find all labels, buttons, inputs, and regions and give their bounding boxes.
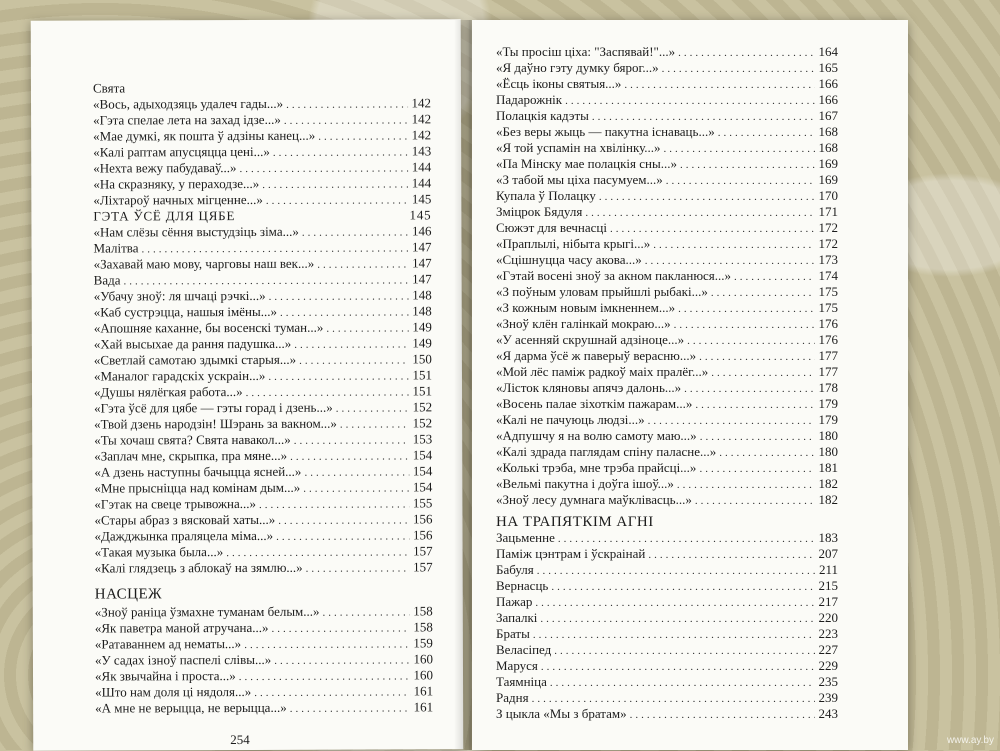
dot-leader: [535, 595, 815, 611]
entry-title: «Ратаваннем ад нематы...»: [95, 636, 241, 653]
entry-title: «Светлай самотаю здымкі старыя...»: [94, 352, 296, 369]
entry-page-number: 235: [818, 674, 838, 690]
dot-leader: [711, 365, 815, 381]
entry-title: Браты: [496, 626, 530, 642]
entry-page-number: 166: [818, 76, 838, 92]
entry-page-number: 169: [818, 172, 838, 188]
entry-title: «Гэта спелае лета на захад ідзе...»: [93, 112, 281, 129]
entry-title: «Ты хочаш свята? Свята навакол...»: [94, 432, 291, 449]
entry-title: Зміцрок Бядуля: [496, 204, 582, 220]
entry-title: Радня: [496, 690, 529, 706]
toc-entry: [496, 220, 838, 237]
entry-page-number: 148: [412, 287, 432, 303]
dot-leader: [303, 480, 409, 496]
toc-entry: [496, 364, 838, 381]
entry-title: Падарожнік: [496, 92, 562, 108]
entry-page-number: 171: [818, 204, 838, 220]
dot-leader: [271, 620, 409, 636]
entry-title: «Захавай маю мову, чарговы наш век...»: [94, 256, 315, 273]
entry-title: «Зноў клён галінкай мокраю...»: [496, 316, 671, 332]
entry-page-number: 170: [818, 188, 838, 204]
entry-title: «А дзень наступны бачыцца ясней...»: [94, 464, 301, 481]
entry-title: «Калі раптам апусцяцца цені...»: [93, 144, 270, 161]
dot-leader: [550, 675, 815, 691]
entry-page-number: 146: [411, 223, 431, 239]
entry-page-number: 147: [411, 239, 431, 255]
entry-page-number: 176: [818, 332, 838, 348]
dot-leader: [269, 288, 409, 304]
entry-page-number: 168: [818, 124, 838, 140]
entry-page-number: 145: [411, 191, 431, 207]
dot-leader: [687, 333, 815, 349]
entry-page-number: 182: [818, 492, 838, 508]
entry-page-number: 207: [818, 546, 838, 562]
entry-title: «Што нам доля ці нядоля...»: [95, 684, 251, 701]
entry-page-number: 156: [412, 527, 432, 543]
entry-page-number: 159: [413, 635, 433, 651]
dot-leader: [274, 652, 410, 668]
dot-leader: [678, 301, 815, 317]
dot-leader: [699, 349, 815, 365]
toc-entry: [95, 559, 433, 577]
toc-entry: [496, 690, 838, 707]
entry-title: «У асенняй скрушнай адзіноце...»: [496, 332, 684, 348]
entry-title: Таямніца: [496, 674, 547, 690]
entry-page-number: 211: [818, 562, 838, 578]
entry-title: «Мне прысніцца над комінам дым...»: [94, 480, 300, 497]
entry-page-number: 156: [412, 511, 432, 527]
dot-leader: [128, 91, 408, 92]
entry-page-number: 148: [412, 303, 432, 319]
entry-page-number: 172: [818, 236, 838, 252]
entry-title: Паміж цэнтрам і ўскраінай: [496, 546, 645, 562]
dot-leader: [284, 112, 408, 128]
entry-title: «Як паветра маной атручана...»: [95, 620, 269, 637]
left-contents-list: [31, 19, 461, 21]
entry-page-number: 144: [411, 159, 431, 175]
entry-page-number: 147: [412, 255, 432, 271]
entry-title: Пажар: [496, 594, 532, 610]
entry-page-number: 215: [818, 578, 838, 594]
entry-page-number: 160: [413, 651, 433, 667]
entry-title: «Я дарма ўсё ж паверыў верасню...»: [496, 348, 696, 364]
entry-page-number: 183: [818, 530, 838, 546]
entry-page-number: 179: [818, 412, 838, 428]
entry-page-number: 147: [412, 271, 432, 287]
toc-entry: [496, 92, 838, 109]
dot-leader: [294, 432, 410, 448]
entry-page-number: 229: [818, 658, 838, 674]
entry-title: «Ёсць іконы святыя...»: [496, 76, 621, 92]
dot-leader: [540, 611, 815, 627]
toc-entry: [496, 300, 838, 317]
dot-leader: [592, 109, 815, 125]
page-number: 254: [230, 732, 250, 748]
toc-entry: [496, 268, 838, 285]
entry-page-number: 176: [818, 316, 838, 332]
toc-entry: [496, 156, 838, 173]
dot-leader: [262, 176, 408, 193]
entry-title: «Ты просіш ціха: "Заспявай!"...»: [496, 44, 675, 60]
entry-page-number: 142: [411, 111, 431, 127]
entry-title: З цыкла «Мы з братам»: [496, 706, 627, 722]
entry-page-number: 178: [818, 380, 838, 396]
entry-page-number: 161: [413, 699, 433, 715]
dot-leader: [537, 563, 815, 579]
dot-leader: [541, 659, 815, 675]
entry-title: «Убачу зноў: ля шчаці рэчкі...»: [94, 288, 266, 305]
dot-leader: [718, 125, 815, 141]
dot-leader: [286, 96, 408, 112]
dot-leader: [326, 320, 409, 336]
toc-entry: [496, 642, 838, 659]
section-page-number: 145: [409, 207, 431, 223]
watermark: www.ay.by: [947, 735, 994, 746]
entry-page-number: 220: [818, 610, 838, 626]
entry-page-number: 152: [412, 415, 432, 431]
entry-page-number: 166: [818, 92, 838, 108]
toc-entry: [496, 332, 838, 349]
toc-entry: [496, 428, 838, 445]
toc-entry: [496, 140, 838, 157]
dot-leader: [554, 643, 815, 659]
entry-page-number: 181: [818, 460, 838, 476]
entry-page-number: 177: [818, 348, 838, 364]
toc-entry: [496, 236, 838, 253]
entry-title: «Па Мінску мае полацкія сны...»: [496, 156, 677, 172]
toc-entry: [496, 396, 838, 413]
entry-title: Вада: [94, 272, 121, 288]
toc-entry: [496, 252, 838, 269]
entry-page-number: 173: [818, 252, 838, 268]
toc-entry: [496, 348, 838, 365]
dot-leader: [699, 461, 815, 477]
dot-leader: [244, 636, 410, 653]
toc-entry: [496, 460, 838, 477]
section-heading: [93, 207, 431, 224]
entry-page-number: 142: [411, 127, 431, 143]
toc-entry: [496, 706, 838, 723]
dot-leader: [599, 189, 815, 205]
entry-page-number: 167: [818, 108, 838, 124]
toc-entry: [496, 380, 838, 397]
dot-leader: [551, 579, 815, 595]
dot-leader: [674, 317, 815, 333]
entry-page-number: 180: [818, 444, 838, 460]
entry-page-number: 180: [818, 428, 838, 444]
entry-title: «Я даўно гэту думку бярог...»: [496, 60, 659, 76]
entry-page-number: 149: [412, 335, 432, 351]
dot-leader: [684, 381, 815, 397]
dot-leader: [336, 400, 409, 416]
entry-page-number: 174: [818, 268, 838, 284]
entry-title: «З кожным новым імкненнем...»: [496, 300, 675, 316]
dot-leader: [299, 352, 409, 368]
dot-leader: [680, 157, 815, 173]
toc-entry: [496, 108, 838, 125]
toc-entry: [496, 546, 838, 563]
entry-title: «Ліхтароў начных мігценне...»: [93, 192, 263, 209]
entry-title: «Хай высыхае да рання падушка...»: [94, 336, 291, 353]
dot-leader: [276, 528, 409, 544]
entry-title: «А мне не верыцца, не верыцца...»: [95, 700, 287, 717]
entry-page-number: 175: [818, 300, 838, 316]
entry-page-number: 175: [818, 284, 838, 300]
entry-title: «Маналог гарадскіх ускраін...»: [94, 368, 265, 385]
toc-entry: [496, 316, 838, 333]
dot-leader: [268, 368, 409, 384]
entry-page-number: 158: [413, 603, 433, 619]
entry-title: «Лісток кляновы апячэ далонь...»: [496, 380, 681, 396]
dot-leader: [304, 464, 409, 480]
entry-page-number: 157: [413, 543, 433, 559]
dot-leader: [664, 141, 815, 157]
entry-title: «На скразняку, у пераходзе...»: [93, 176, 259, 193]
entry-title: Малітва: [93, 240, 138, 256]
dot-leader: [254, 684, 410, 701]
entry-title: Запалкі: [496, 610, 537, 626]
dot-leader: [533, 627, 815, 643]
toc-entry: [496, 444, 838, 461]
entry-title: Бабуля: [496, 562, 534, 578]
toc-entry: [496, 476, 838, 493]
dot-leader: [318, 128, 408, 144]
section-title: ГЭТА ЎСЁ ДЛЯ ЦЯБЕ: [93, 208, 235, 224]
entry-title: «Твой дзень народзін! Шэрань за вакном...»: [94, 416, 337, 433]
entry-title: «Калі здрада паглядам спіну паласне...»: [496, 444, 716, 460]
entry-page-number: 149: [412, 319, 432, 335]
toc-entry: [496, 172, 838, 189]
entry-title: «Зноў лесу думнага маўклівасць...»: [496, 492, 692, 508]
toc-entry: [496, 610, 838, 627]
entry-page-number: 142: [411, 95, 431, 111]
entry-page-number: 143: [411, 143, 431, 159]
entry-title: «Я той успамін на хвілінку...»: [496, 140, 661, 156]
toc-entry: [93, 79, 431, 96]
entry-page-number: 154: [412, 479, 432, 495]
entry-page-number: 154: [412, 463, 432, 479]
entry-title: «У садах ізноў паспелі слівы...»: [95, 652, 271, 669]
toc-entry: [496, 60, 838, 77]
entry-page-number: 144: [411, 175, 431, 191]
toc-entry: [496, 76, 838, 93]
entry-page-number: 160: [413, 667, 433, 683]
entry-page-number: 161: [413, 683, 433, 699]
dot-leader: [678, 45, 815, 61]
toc-entry: [496, 530, 838, 547]
toc-entry: [496, 658, 838, 675]
entry-title: Веласіпед: [496, 642, 551, 658]
entry-title: «Стары абраз з вясковай хаты...»: [94, 512, 275, 529]
dot-leader: [700, 429, 815, 445]
entry-title: Зацьменне: [496, 530, 555, 546]
entry-page-number: 155: [412, 495, 432, 511]
entry-page-number: 239: [818, 690, 838, 706]
dot-leader: [246, 384, 409, 401]
toc-entry: [496, 492, 838, 509]
toc-entry: [496, 578, 838, 595]
entry-page-number: 223: [818, 626, 838, 642]
section-heading: [496, 514, 838, 530]
entry-title: Сюжэт для вечнасці: [496, 220, 607, 236]
dot-leader: [565, 93, 815, 109]
entry-title: «Калі не пачуюць людзі...»: [496, 412, 645, 428]
toc-entry: [496, 674, 838, 691]
dot-leader: [290, 700, 411, 716]
entry-page-number: 151: [412, 383, 432, 399]
dot-leader: [340, 416, 409, 432]
entry-page-number: 150: [412, 351, 432, 367]
toc-entry: [496, 562, 838, 579]
entry-title: «Вельмі пакутна і доўга ішоў...»: [496, 476, 674, 492]
entry-title: Полацкія кадэты: [496, 108, 589, 124]
dot-leader: [585, 205, 815, 221]
dot-leader: [323, 604, 410, 620]
dot-leader: [266, 192, 409, 208]
entry-title: «Каб сустрэцца, нашыя імёны...»: [94, 304, 277, 321]
entry-page-number: 154: [412, 447, 432, 463]
entry-page-number: 157: [413, 559, 433, 575]
dot-leader: [290, 448, 409, 464]
dot-leader: [648, 413, 815, 429]
entry-page-number: 227: [818, 642, 838, 658]
entry-title: «Дажджынка праляцела міма...»: [95, 528, 274, 545]
dot-leader: [317, 256, 408, 272]
dot-leader: [306, 560, 410, 576]
toc-entry: [496, 204, 838, 221]
entry-title: Купала ў Полацку: [496, 188, 596, 204]
entry-page-number: 158: [413, 619, 433, 635]
entry-page-number: 217: [818, 594, 838, 610]
dot-leader: [294, 336, 409, 352]
entry-page-number: 152: [412, 399, 432, 415]
left-page: [31, 19, 464, 750]
dot-leader: [695, 493, 815, 509]
entry-page-number: 172: [818, 220, 838, 236]
dot-leader: [278, 512, 409, 528]
entry-title: «Адпушчу я на волю самоту маю...»: [496, 428, 697, 444]
entry-title: «Зноў раніца ўзмахне туманам белым...»: [95, 604, 320, 621]
toc-entry: [496, 284, 838, 301]
dot-leader: [624, 77, 815, 93]
entry-title: Вернасць: [496, 578, 548, 594]
entry-title: «Такая музыка была...»: [95, 544, 224, 560]
entry-title: «Мой лёс паміж радкоў маіх пралёг...»: [496, 364, 708, 380]
entry-title: «Нам слёзы сёння выстудзіць зіма...»: [93, 224, 298, 241]
entry-page-number: 177: [818, 364, 838, 380]
entry-page-number: 165: [818, 60, 838, 76]
dot-leader: [532, 691, 815, 707]
toc-entry: [496, 44, 838, 61]
entry-title: Маруся: [496, 658, 538, 674]
entry-title: «Апошняе каханне, бы восенскі туман...»: [94, 320, 324, 337]
dot-leader: [734, 269, 815, 285]
toc-entry: [496, 626, 838, 643]
dot-leader: [662, 61, 815, 77]
entry-title: «Як звычайна і проста...»: [95, 668, 236, 684]
dot-leader: [558, 531, 815, 547]
entry-page-number: 153: [412, 431, 432, 447]
toc-entry: [496, 594, 838, 611]
entry-title: «Гэта ўсё для цябе — гэты горад і дзень...»: [94, 400, 333, 417]
dot-leader: [280, 304, 409, 320]
section-heading: [95, 585, 433, 602]
entry-title: «З табой мы ціха пасумуем...»: [496, 172, 663, 188]
entry-page-number: 243: [818, 706, 838, 722]
entry-title: «Калі глядзець з аблокаў на зямлю...»: [95, 560, 303, 577]
dot-leader: [677, 477, 815, 493]
dot-leader: [645, 253, 815, 269]
entry-title: «Заплач мне, скрыпка, пра мяне...»: [94, 448, 287, 465]
entry-title: «Мае думкі, як пошта ў адзіны канец...»: [93, 128, 315, 145]
dot-leader: [719, 445, 815, 461]
toc-entry: [496, 124, 838, 141]
dot-leader: [259, 496, 409, 513]
dot-leader: [695, 397, 815, 413]
dot-leader: [273, 144, 408, 160]
dot-leader: [648, 547, 815, 563]
entry-page-number: 168: [818, 140, 838, 156]
entry-title: «Душы нялёгкая работа...»: [94, 384, 243, 401]
section-title: НАСЦЕЖ: [95, 586, 162, 602]
dot-leader: [302, 224, 409, 240]
dot-leader: [653, 237, 815, 253]
entry-page-number: 164: [818, 44, 838, 60]
entry-title: «Вось, адыходзяць удалеч гады...»: [93, 96, 283, 113]
entry-title: «Гэтай восені зноў за акном пакланюся...»: [496, 268, 731, 284]
entry-page-number: 151: [412, 367, 432, 383]
dot-leader: [666, 173, 815, 189]
dot-leader: [630, 707, 815, 723]
entry-title: «З поўным уловам прыйшлі рыбакі...»: [496, 284, 708, 300]
right-page: [472, 20, 908, 750]
entry-title: «Нехта вежу пабудаваў...»: [93, 160, 236, 176]
entry-page-number: 179: [818, 396, 838, 412]
entry-title: «Гэтак на свеце трывожна...»: [94, 496, 256, 513]
dot-leader: [610, 221, 815, 237]
entry-page-number: 169: [818, 156, 838, 172]
toc-entry: [496, 412, 838, 429]
entry-title: «Колькі трэба, мне трэба прайсці...»: [496, 460, 696, 476]
dot-leader: [711, 285, 815, 301]
toc-entry: [496, 188, 838, 205]
entry-title: Свята: [93, 80, 125, 96]
entry-page-number: 182: [818, 476, 838, 492]
section-title: НА ТРАПЯТКІМ АГНІ: [496, 514, 654, 530]
entry-title: «Праплылі, нібыта крыгі...»: [496, 236, 650, 252]
entry-title: «Без веры жыць — пакутна існаваць...»: [496, 124, 715, 140]
entry-title: «Сцішнуцца часу акова...»: [496, 252, 642, 268]
toc-entry: [95, 699, 433, 717]
entry-title: «Восень палае зіхоткім пажарам...»: [496, 396, 692, 412]
